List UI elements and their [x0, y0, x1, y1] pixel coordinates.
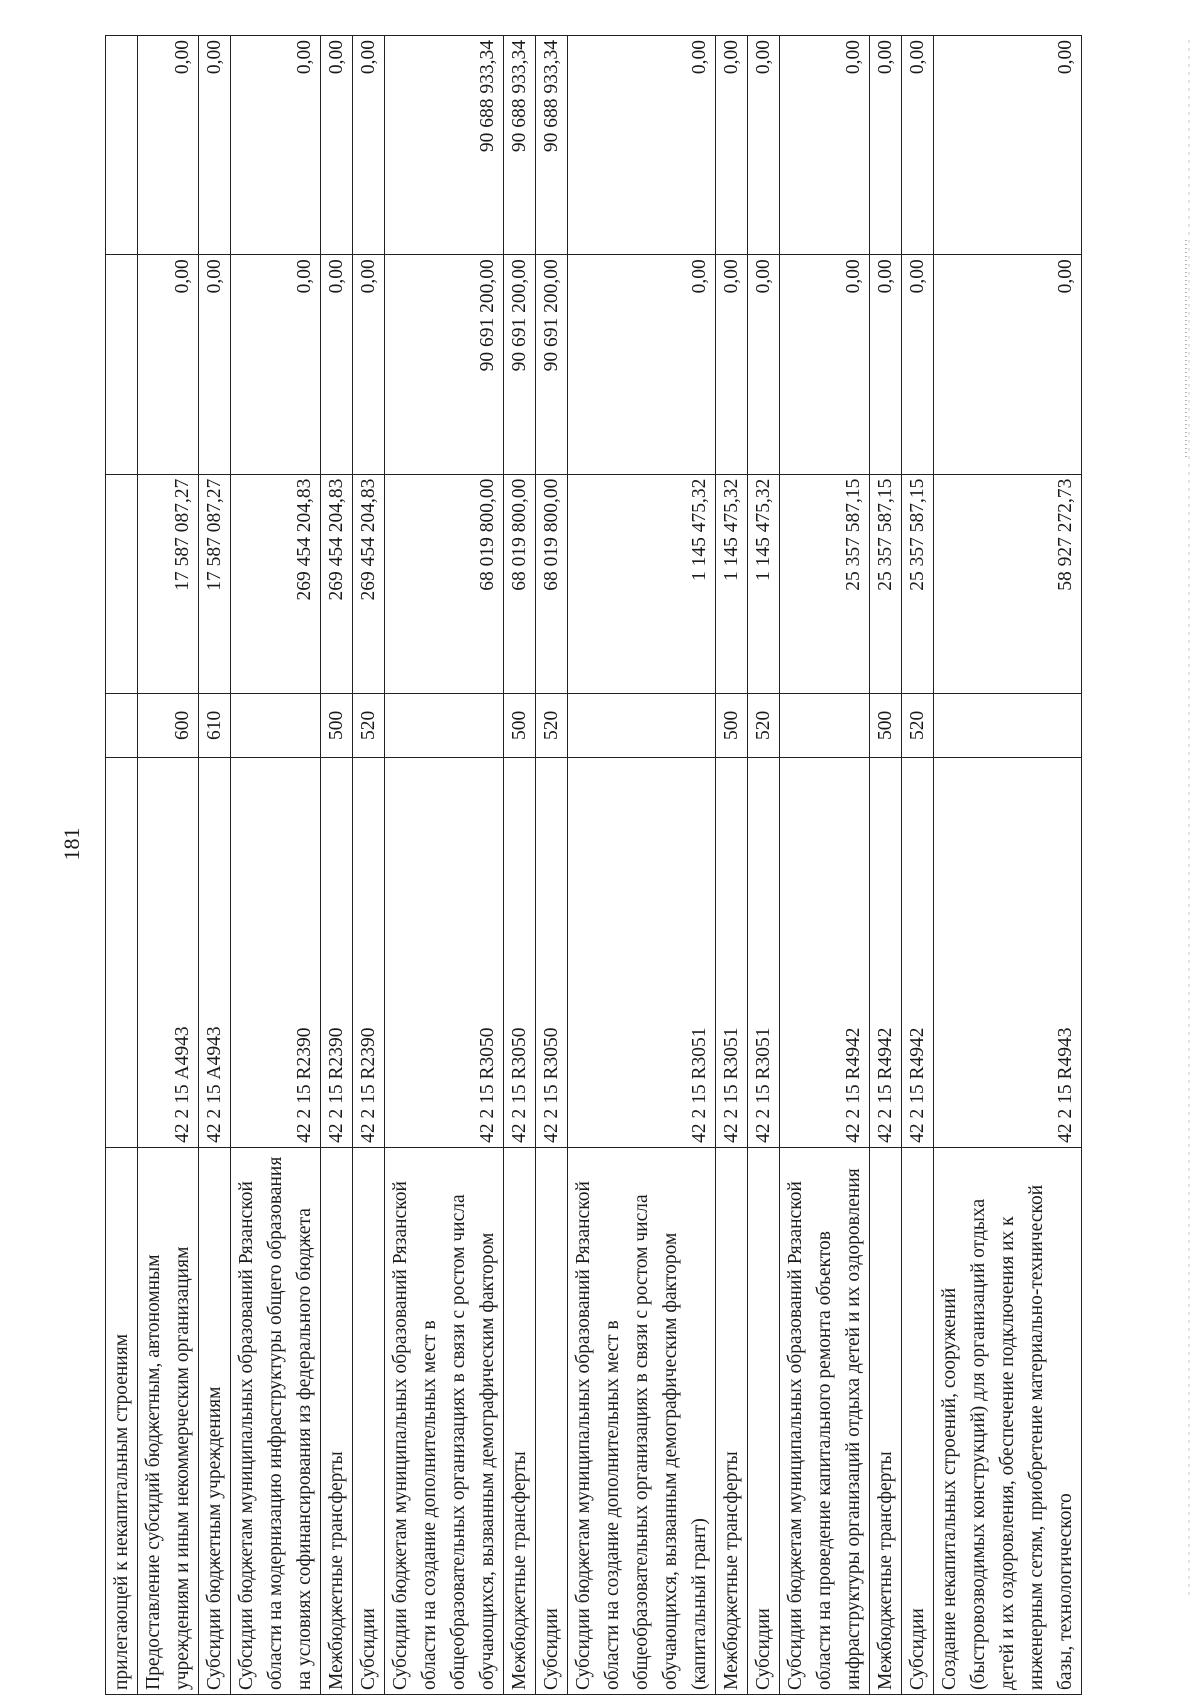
- cell-description: Создание некапитальных строений, сооружений (быстровозводимых конструкций) для организаций отдыха детей и их оздоровления, обеспечение подключения их к инженерным сетям, приобретение материально-технической базы, технологического: [934, 1147, 1082, 1694]
- cell-expense-type: 610: [199, 693, 231, 757]
- cell-target-code: 42 2 15 R4942: [780, 757, 870, 1147]
- cell-target-code: 42 2 15 R3051: [568, 757, 716, 1147]
- table-row: [504, 36, 536, 1695]
- cell-amount-1: 25 357 587,15: [902, 474, 934, 693]
- cell-amount-3: 0,00: [321, 36, 353, 255]
- table-row: [568, 36, 716, 1695]
- cell-description: Субсидии: [353, 1147, 385, 1694]
- cell-target-code: 42 2 15 R2390: [231, 757, 321, 1147]
- cell-amount-3: 0,00: [748, 36, 780, 255]
- cell-amount-3: 0,00: [870, 36, 902, 255]
- cell-description: Субсидии бюджетным учреждениям: [199, 1147, 231, 1694]
- cell-amount-3: 0,00: [353, 36, 385, 255]
- cell-amount-3: 90 688 933,34: [504, 36, 536, 255]
- cell-expense-type: [385, 693, 504, 757]
- cell-amount-2: 0,00: [902, 255, 934, 474]
- cell-expense-type: 520: [536, 693, 568, 757]
- cell-description: Межбюджетные трансферты: [504, 1147, 536, 1694]
- cell-target-code: 42 2 15 А4943: [138, 757, 199, 1147]
- cell-amount-2: 0,00: [870, 255, 902, 474]
- cell-amount-1: 68 019 800,00: [385, 474, 504, 693]
- cell-expense-type: [106, 693, 138, 757]
- cell-amount-2: 90 691 200,00: [504, 255, 536, 474]
- cell-amount-1: 269 454 204,83: [321, 474, 353, 693]
- cell-expense-type: 500: [716, 693, 748, 757]
- table-row: [321, 36, 353, 1695]
- table-row: [199, 36, 231, 1695]
- cell-description: Межбюджетные трансферты: [716, 1147, 748, 1694]
- cell-amount-1: 1 145 475,32: [568, 474, 716, 693]
- cell-amount-2: 0,00: [138, 255, 199, 474]
- cell-expense-type: 520: [902, 693, 934, 757]
- cell-description: Межбюджетные трансферты: [870, 1147, 902, 1694]
- cell-target-code: 42 2 15 R3050: [536, 757, 568, 1147]
- cell-target-code: [106, 757, 138, 1147]
- cell-amount-2: 0,00: [934, 255, 1082, 474]
- cell-amount-2: [106, 255, 138, 474]
- cell-amount-3: 0,00: [934, 36, 1082, 255]
- cell-amount-2: 0,00: [780, 255, 870, 474]
- cell-expense-type: 520: [353, 693, 385, 757]
- table-row: [138, 36, 199, 1695]
- cell-amount-3: 0,00: [568, 36, 716, 255]
- cell-description: Межбюджетные трансферты: [321, 1147, 353, 1694]
- cell-description: Предоставление субсидий бюджетным, автономным учреждениям и иным некоммерческим организациям: [138, 1147, 199, 1694]
- cell-amount-3: 90 688 933,34: [536, 36, 568, 255]
- cell-amount-2: 0,00: [231, 255, 321, 474]
- cell-amount-2: 0,00: [716, 255, 748, 474]
- cell-description: Субсидии бюджетам муниципальных образований Рязанской области на проведение капитального ремонта объектов инфраструктуры организаций отдыха детей и их оздоровления: [780, 1147, 870, 1694]
- cell-amount-1: 1 145 475,32: [748, 474, 780, 693]
- cell-amount-1: 58 927 272,73: [934, 474, 1082, 693]
- cell-amount-1: 269 454 204,83: [231, 474, 321, 693]
- cell-description: Субсидии бюджетам муниципальных образований Рязанской области на модернизацию инфраструктуры общего образования на условиях софинансирования из федерального бюджета: [231, 1147, 321, 1694]
- cell-amount-3: 0,00: [902, 36, 934, 255]
- cell-description: Субсидии: [902, 1147, 934, 1694]
- table-row: [780, 36, 870, 1695]
- cell-amount-3: 0,00: [780, 36, 870, 255]
- cell-amount-1: 68 019 800,00: [504, 474, 536, 693]
- table-row: [385, 36, 504, 1695]
- cell-amount-1: 25 357 587,15: [870, 474, 902, 693]
- cell-amount-1: 1 145 475,32: [716, 474, 748, 693]
- table-row: [231, 36, 321, 1695]
- cell-amount-2: 0,00: [353, 255, 385, 474]
- cell-amount-2: 0,00: [199, 255, 231, 474]
- cell-expense-type: 520: [748, 693, 780, 757]
- cell-amount-3: 0,00: [716, 36, 748, 255]
- cell-amount-2: 90 691 200,00: [536, 255, 568, 474]
- table-row: [748, 36, 780, 1695]
- cell-amount-1: 25 357 587,15: [780, 474, 870, 693]
- cell-amount-2: 0,00: [321, 255, 353, 474]
- cell-amount-2: 0,00: [748, 255, 780, 474]
- table-row: [870, 36, 902, 1695]
- cell-expense-type: [231, 693, 321, 757]
- cell-description: прилегающей к некапитальным строениям: [106, 1147, 138, 1694]
- cell-expense-type: 600: [138, 693, 199, 757]
- table-row: [353, 36, 385, 1695]
- cell-description: Субсидии бюджетам муниципальных образований Рязанской области на создание дополнительных мест в общеобразовательных организациях в связи с ростом числа обучающихся, вызванным демографическим фактором: [385, 1147, 504, 1694]
- table-row: [934, 36, 1082, 1695]
- cell-target-code: 42 2 15 R3051: [748, 757, 780, 1147]
- table-row: [106, 36, 138, 1695]
- cell-amount-1: 17 587 087,27: [199, 474, 231, 693]
- cell-expense-type: [568, 693, 716, 757]
- cell-target-code: 42 2 15 R2390: [353, 757, 385, 1147]
- page-number: 181: [59, 827, 84, 861]
- cell-target-code: 42 2 15 R2390: [321, 757, 353, 1147]
- cell-amount-3: 0,00: [231, 36, 321, 255]
- cell-amount-1: 17 587 087,27: [138, 474, 199, 693]
- cell-target-code: 42 2 15 R3050: [385, 757, 504, 1147]
- cell-amount-3: 0,00: [199, 36, 231, 255]
- cell-amount-1: 68 019 800,00: [536, 474, 568, 693]
- rotated-table-container: [105, 35, 1082, 1695]
- cell-expense-type: [780, 693, 870, 757]
- cell-target-code: 42 2 15 R3050: [504, 757, 536, 1147]
- cell-description: Субсидии: [536, 1147, 568, 1694]
- cell-target-code: 42 2 15 R4943: [934, 757, 1082, 1147]
- cell-target-code: 42 2 15 А4943: [199, 757, 231, 1147]
- budget-table: [105, 35, 1082, 1695]
- table-row: [716, 36, 748, 1695]
- cell-amount-3: [106, 36, 138, 255]
- cell-expense-type: 500: [321, 693, 353, 757]
- cell-expense-type: [934, 693, 1082, 757]
- cell-amount-2: 0,00: [568, 255, 716, 474]
- cell-target-code: 42 2 15 R4942: [870, 757, 902, 1147]
- cell-description: Субсидии бюджетам муниципальных образований Рязанской области на создание дополнительных мест в общеобразовательных организациях в связи с ростом числа обучающихся, вызванным демографическим фактором (капитальный грант): [568, 1147, 716, 1694]
- cell-expense-type: 500: [504, 693, 536, 757]
- table-row: [902, 36, 934, 1695]
- scan-edge-artifact: [1182, 40, 1196, 1600]
- cell-target-code: 42 2 15 R4942: [902, 757, 934, 1147]
- cell-amount-3: 90 688 933,34: [385, 36, 504, 255]
- cell-expense-type: 500: [870, 693, 902, 757]
- cell-target-code: 42 2 15 R3051: [716, 757, 748, 1147]
- cell-amount-2: 90 691 200,00: [385, 255, 504, 474]
- cell-amount-1: 269 454 204,83: [353, 474, 385, 693]
- table-row: [536, 36, 568, 1695]
- cell-amount-3: 0,00: [138, 36, 199, 255]
- cell-amount-1: [106, 474, 138, 693]
- cell-description: Субсидии: [748, 1147, 780, 1694]
